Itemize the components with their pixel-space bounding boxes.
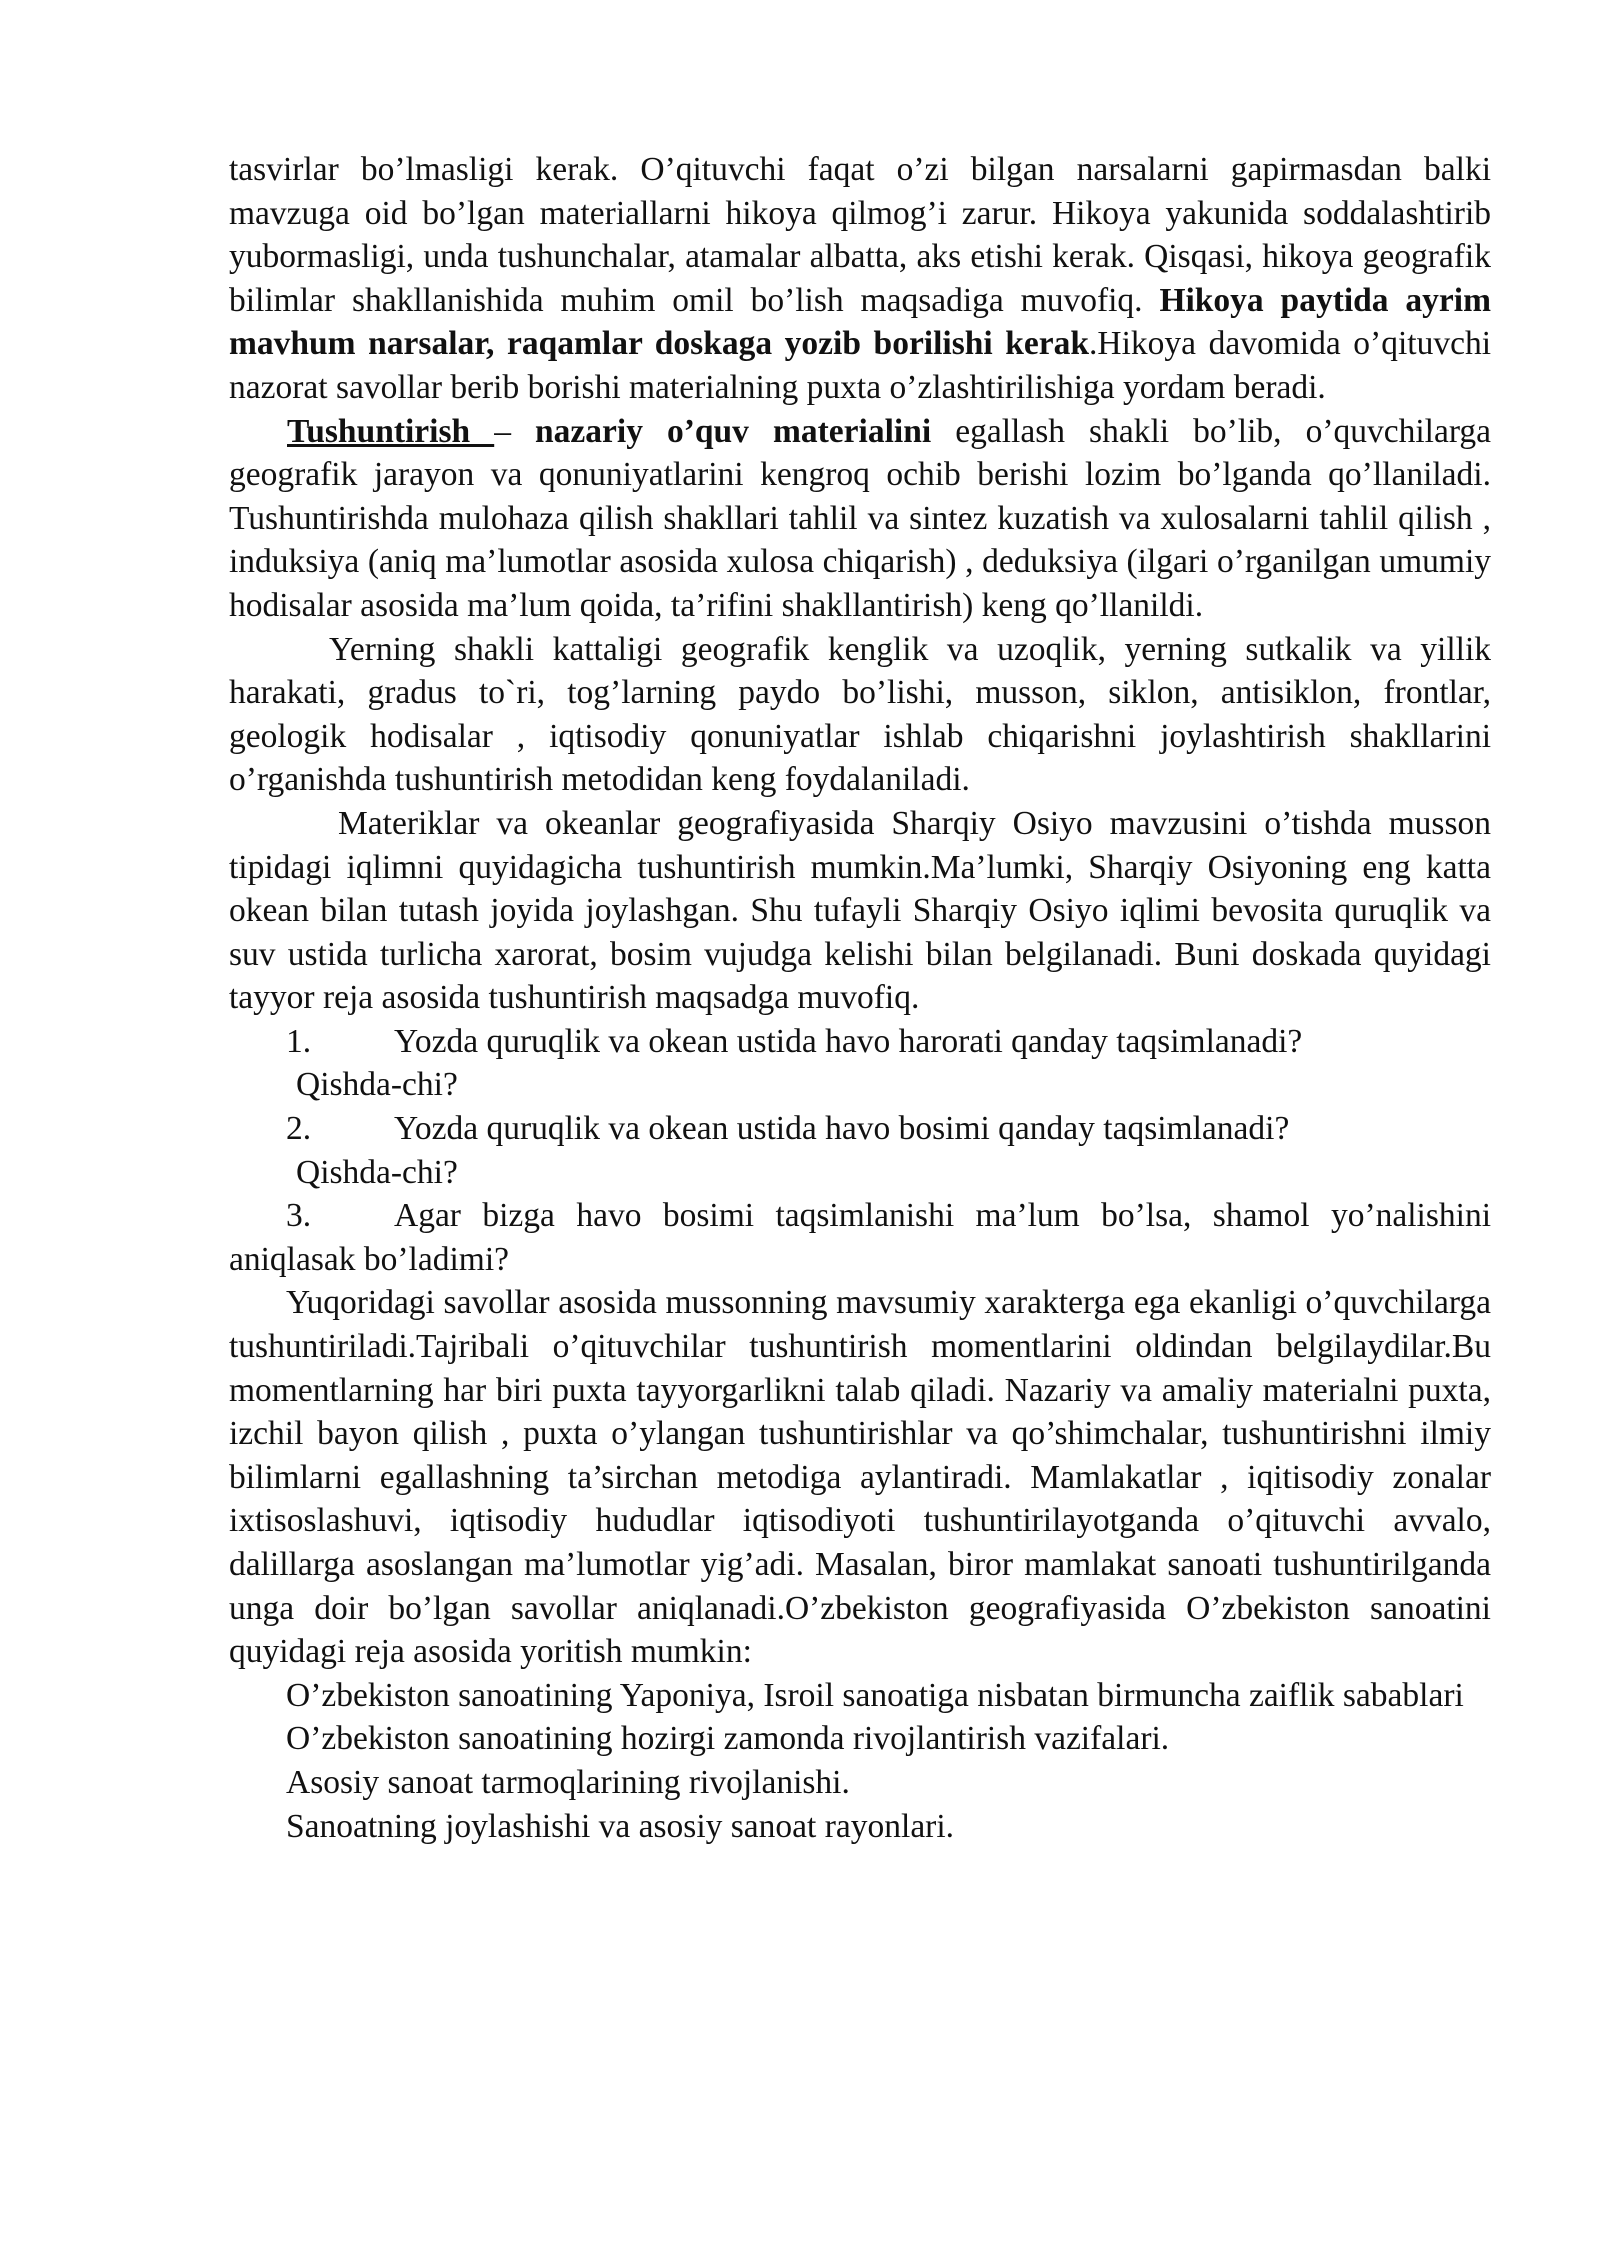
question-text: Agar bizga havo bosimi taqsimlanishi ma’lum bo’lsa, shamol yo’nalishini aniqlasak bo’ladimi? [229, 1197, 1491, 1278]
plan-item: O’zbekiston sanoatining Yaponiya, Isroil sanoatiga nisbatan birmuncha zaiflik sabablari [286, 1676, 1464, 1714]
question-followup: Qishda-chi? [296, 1153, 458, 1191]
question-item [229, 1107, 1491, 1151]
paragraph-yuqoridagi: Yuqoridagi savollar asosida mussonning mavsumiy xarakterga ega ekanligi o’quvchilarga tushuntiriladi.Tajribali o’qituvchilar tushuntirish momentlarini oldindan belgilaydilar.Bu momentlarning har biri puxta tayyorgarlikni talab qiladi. Nazariy va amaliy materialni puxta, izchil bayon qilish , puxta o’ylangan tushuntirishlar va qo’shimchalar, tushuntirishni ilmiy bilimlarni egallashning ta’sirchan metodiga aylantiradi. Mamlakatlar , iqitisodiy zonalar ixtisoslashuvi, iqtisodiy hududlar iqtisodiyoti tushuntirilayotganda o’qituvchi avvalo, dalillarga asoslangan ma’lumotlar yig’adi. Masalan, biror mamlakat sanoati tushuntirilganda unga doir bo’lgan savollar aniqlanadi.O’zbekiston geografiyasida O’zbekiston sanoatini quyidagi reja asosida yoritish mumkin: [229, 1284, 1491, 1671]
bold-emphasis: nazariy o’quv materialini [535, 412, 932, 450]
question-list [229, 1020, 1491, 1282]
plan-item: O’zbekiston sanoatining hozirgi zamonda rivojlantirish vazifalari. [286, 1720, 1170, 1758]
term-tushuntirish: Tushuntirish [287, 412, 495, 450]
text-span: egallash shakli bo’lib, o’quvchilarga geografik jarayon va qonuniyatlarini kengroq ochib berishi lozim bo’lganda qo’llaniladi. Tushuntirishda mulohaza qilish shakllari tahlil va sintez kuzatish va xulosalarni tahlil qilish , induksiya (aniq ma’lumotlar asosida xulosa chiqarish) , deduksiya (ilgari o’rganilgan umumiy hodisalar asosida ma’lum qoida, ta’rifini shakllantirish) keng qo’llanildi. [229, 412, 1492, 624]
plan-item: Sanoatning joylashishi va asosiy sanoat rayonlari. [286, 1807, 955, 1845]
question-followup: Qishda-chi? [296, 1066, 458, 1104]
question-number: 3. [286, 1197, 312, 1235]
question-item [229, 1020, 1491, 1064]
plan-list [229, 1674, 1491, 1848]
paragraph-tushuntirish [229, 410, 1491, 628]
question-number: 1. [286, 1022, 312, 1060]
question-item [229, 1194, 1491, 1281]
question-text: Yozda quruqlik va okean ustida havo harorati qanday taqsimlanadi? [394, 1022, 1303, 1060]
paragraph-yerning: Yerning shakli kattaligi geografik kenglik va uzoqlik, yerning sutkalik va yillik harakati, gradus to`ri, tog’larning paydo bo’lishi, musson, siklon, antisiklon, frontlar, geologik hodisalar , iqtisodiy qonuniyatlar ishlab chiqarishni joylashtirish shakllarini o’rganishda tushuntirish metodidan keng foydalaniladi. [229, 630, 1491, 799]
bold-emphasis: Hikoya paytida ayrim mavhum narsalar, raqamlar doskaga yozib borilishi kerak [229, 281, 1491, 363]
question-number: 2. [286, 1110, 312, 1148]
text-span: tasvirlar bo’lmasligi kerak. O’qituvchi faqat o’zi bilgan narsalarni gapirmasdan balki mavzuga oid bo’lgan materiallarni hikoya qilmog’i zarur. Hikoya yakunida soddalashtirib yubormasligi, unda tushunchalar, atamalar albatta, aks etishi kerak. Qisqasi, hikoya geografik bilimlar shakllanishida muhim omil bo’lish maqsadiga muvofiq. [229, 151, 1491, 319]
plan-item: Asosiy sanoat tarmoqlarining rivojlanishi. [286, 1763, 850, 1801]
text-span: .Hikoya davomida o’qituvchi nazorat savollar berib borishi materialning puxta o’zlashtirilishiga yordam beradi. [229, 325, 1491, 406]
paragraph-materiklar: Materiklar va okeanlar geografiyasida Sharqiy Osiyo mavzusini o’tishda musson tipidagi iqlimni quyidagicha tushuntirish mumkin.Ma’lumki, Sharqiy Osiyoning eng katta okean bilan tutash joyida joylashgan. Shu tufayli Sharqiy Osiyo iqlimi bevosita quruqlik va suv ustida turlicha xarorat, bosim vujudga kelishi bilan belgilanadi. Buni doskada quyidagi tayyor reja asosida tushuntirish maqsadga muvofiq. [229, 804, 1491, 1017]
text-span: – [494, 412, 536, 450]
question-text: Yozda quruqlik va okean ustida havo bosimi qanday taqsimlanadi? [394, 1110, 1290, 1148]
paragraph-hikoya [229, 148, 1491, 410]
document-page [229, 148, 1491, 1848]
